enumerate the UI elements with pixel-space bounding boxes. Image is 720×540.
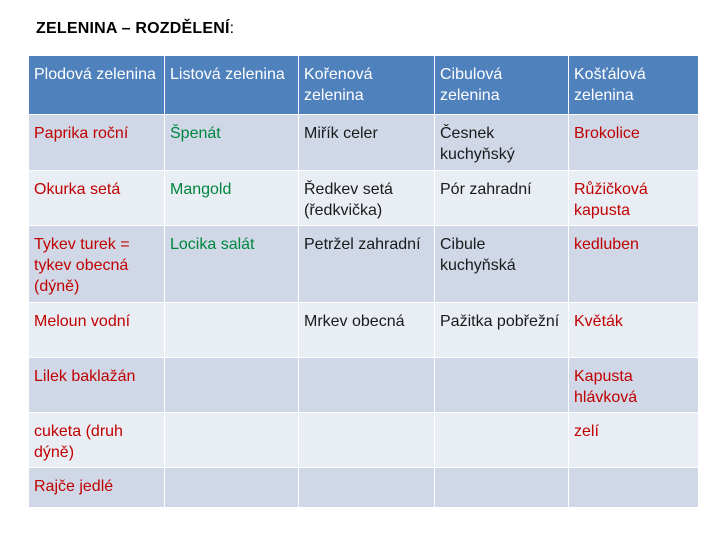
table-cell (299, 413, 435, 468)
header-brassica-vegetables: Košťálová zelenina (569, 56, 699, 115)
page-title (36, 20, 234, 38)
title-colon: : (229, 20, 235, 37)
table-cell: Paprika roční (29, 115, 165, 171)
table-cell: Mrkev obecná (299, 303, 435, 358)
table-cell: Růžičková kapusta (569, 171, 699, 226)
table-cell: Brokolice (569, 115, 699, 171)
table-cell: Cibule kuchyňská (435, 226, 569, 303)
table-row (29, 468, 699, 508)
table-cell (435, 358, 569, 413)
vegetable-classification-table (28, 55, 699, 508)
header-bulb-vegetables: Cibulová zelenina (435, 56, 569, 115)
table-row (29, 171, 699, 226)
table-cell: Okurka setá (29, 171, 165, 226)
table-row (29, 115, 699, 171)
table-cell: Květák (569, 303, 699, 358)
table-header-row (29, 56, 699, 115)
table-cell: Lilek baklažán (29, 358, 165, 413)
table-row (29, 358, 699, 413)
table-cell (165, 303, 299, 358)
table-cell: Mangold (165, 171, 299, 226)
table-row (29, 303, 699, 358)
table-cell: Miřík celer (299, 115, 435, 171)
table-cell: Špenát (165, 115, 299, 171)
table-cell (299, 358, 435, 413)
table-cell: Pažitka pobřežní (435, 303, 569, 358)
table-cell (165, 468, 299, 508)
table-cell (165, 413, 299, 468)
table-cell: Česnek kuchyňský (435, 115, 569, 171)
header-root-vegetables: Kořenová zelenina (299, 56, 435, 115)
table-cell: Petržel zahradní (299, 226, 435, 303)
table-cell: Rajče jedlé (29, 468, 165, 508)
table-cell: cuketa (druh dýně) (29, 413, 165, 468)
header-fruit-vegetables: Plodová zelenina (29, 56, 165, 115)
table-cell (435, 413, 569, 468)
table-cell (569, 468, 699, 508)
table-cell: Tykev turek = tykev obecná (dýně) (29, 226, 165, 303)
table-cell (165, 358, 299, 413)
table-cell: kedluben (569, 226, 699, 303)
table-cell (435, 468, 569, 508)
header-leaf-vegetables: Listová zelenina (165, 56, 299, 115)
table-cell: zelí (569, 413, 699, 468)
table-cell: Meloun vodní (29, 303, 165, 358)
table-cell: Kapusta hlávková (569, 358, 699, 413)
table-cell: Ředkev setá (ředkvička) (299, 171, 435, 226)
table-row (29, 413, 699, 468)
table-cell: Pór zahradní (435, 171, 569, 226)
title-text: ZELENINA – ROZDĚLENÍ (36, 20, 230, 37)
table-row (29, 226, 699, 303)
table-cell (299, 468, 435, 508)
table-cell: Locika salát (165, 226, 299, 303)
